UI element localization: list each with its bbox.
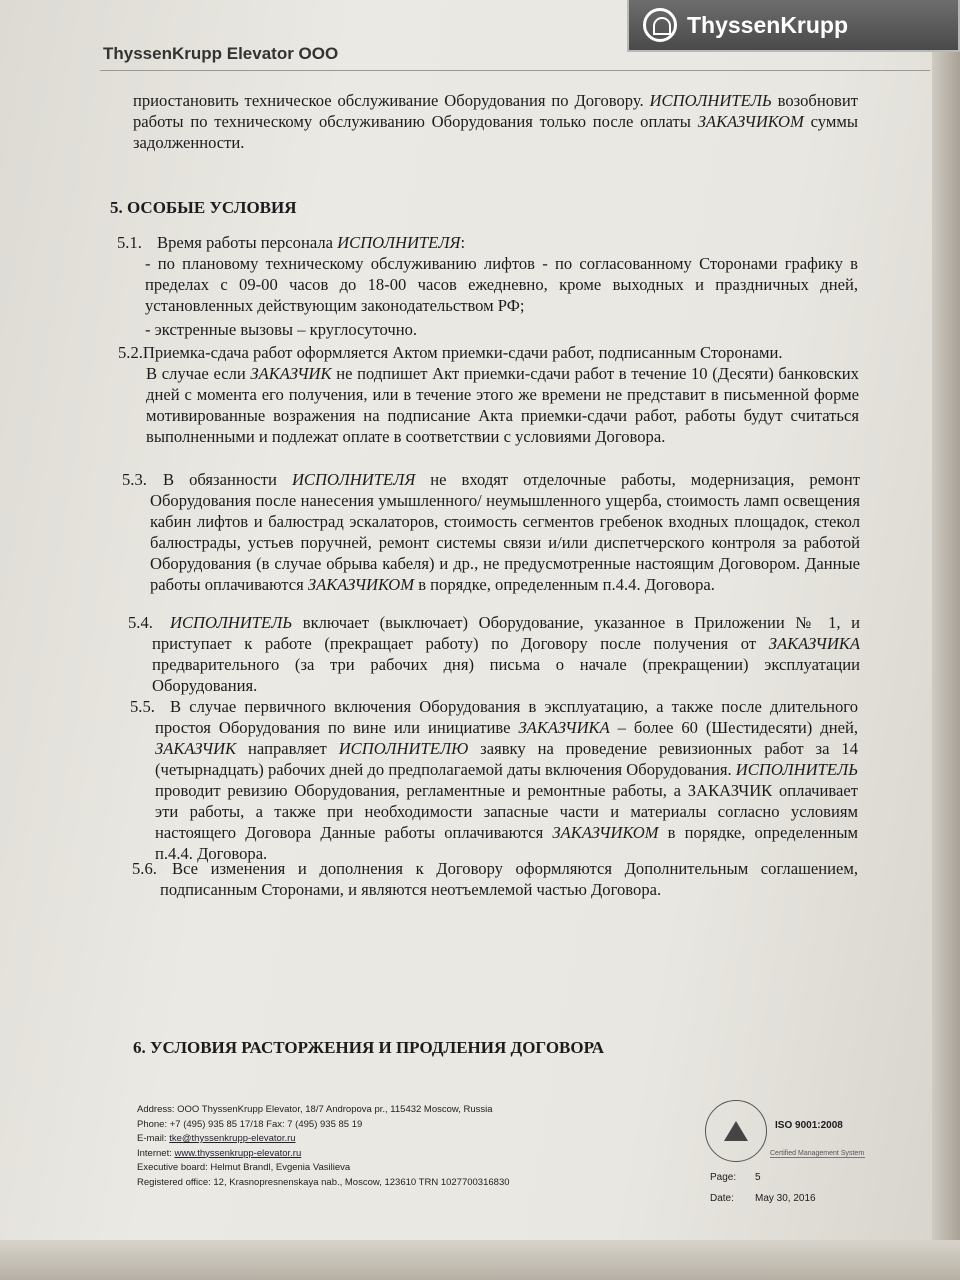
text: заявку на проведение ревизионных работ за 14 (четырнадцать) рабочих дней до предполагаемой даты включения Оборудования.	[155, 739, 858, 779]
brand-logo	[627, 0, 960, 52]
clause-5-6: Все изменения и дополнения к Договору оформляются Дополнительным соглашением, подписанным Сторонами, и являются неотъемлемой частью Договора.	[160, 859, 858, 899]
text-italic: ИСПОЛНИТЕЛЬ	[170, 613, 293, 632]
email-link[interactable]: tke@thyssenkrupp-elevator.ru	[169, 1133, 296, 1144]
label: Page:	[710, 1172, 737, 1183]
clause-5-3	[150, 469, 860, 595]
text: возобновит работы по техническому обслуживанию Оборудования только после оплаты	[133, 91, 858, 131]
clause-number: 5.4.	[128, 613, 153, 632]
tuv-triangle-icon	[724, 1121, 748, 1141]
text: предварительного (за три рабочих дня) письма о начале (прекращении) эксплуатации Оборудования.	[152, 655, 860, 695]
text-italic: ЗАКАЗЧИК	[250, 364, 332, 383]
company-name: ThyssenKrupp Elevator OOO	[103, 44, 339, 63]
text: в порядке, определенным п.4.4. Договора.	[155, 823, 858, 863]
clause-5-2	[146, 363, 859, 447]
clause-5-1-item: - по плановому техническому обслуживанию лифтов - по согласованному Сторонами графику в пределах с 09-00 часов до 18-00 часов ежедневно, кроме выходных и праздничных дней, установленных действующим законодательством РФ;	[145, 254, 858, 315]
text-italic: ИСПОЛНИТЕЛЯ	[291, 470, 416, 489]
text: В обязанности	[163, 470, 292, 489]
tuv-certification-seal	[705, 1100, 767, 1162]
logo-emblem-icon	[643, 8, 677, 42]
text-italic: ЗАКАЗЧИКОМ	[697, 112, 804, 131]
text: не подпишет Акт приемки-сдачи работ в течение 10 (Десяти) банковских дней с момента его получения, или в течение этого же времени не представит в письменной форме мотивированные возражения на подписание Акта приемки-сдачи работ, работы будут считаться выполненными и подлежат оплате в соответствии с условиями Договора.	[146, 364, 859, 446]
text: – более 60 (Шестидесяти) дней,	[609, 718, 858, 737]
footer-contacts	[137, 1103, 510, 1190]
iso-label: ISO 9001:2008	[775, 1120, 843, 1131]
background-surface	[0, 1240, 960, 1280]
text-italic: ИСПОЛНИТЕЛЮ	[338, 739, 469, 758]
footer-registered: Registered office: 12, Krasnopresnenskaya nab., Moscow, 123610 TRN 1027700316830	[137, 1176, 510, 1188]
cms-label: Certified Management System	[770, 1150, 865, 1157]
footer-email	[137, 1132, 510, 1147]
text: В случае первичного включения Оборудования в эксплуатацию, а также после длительного простоя Оборудования по вине или инициативе	[155, 697, 858, 737]
paragraph-continuation	[133, 90, 858, 153]
section-5-heading: 5. ОСОБЫЕ УСЛОВИЯ	[110, 198, 297, 217]
text-italic: ЗАКАЗЧИКА	[768, 634, 860, 653]
clause-5-4	[152, 612, 860, 696]
footer-phone: Phone: +7 (495) 935 85 17/18 Fax: 7 (495) 935 85 19	[137, 1118, 363, 1130]
value: 5	[755, 1172, 761, 1183]
text: суммы задолженности.	[133, 112, 859, 152]
clause-number: 5.1.	[117, 233, 142, 252]
clause-5-1	[157, 232, 857, 253]
text-italic: ЗАКАЗЧИКОМ	[552, 823, 659, 842]
text: в порядке, определенным п.4.4. Договора.	[414, 575, 715, 594]
text-italic: ИСПОЛНИТЕЛЬ	[735, 760, 858, 779]
document-date	[710, 1193, 816, 1204]
text-italic: ИСПОЛНИТЕЛЬ	[649, 91, 772, 110]
text: включает (выключает) Оборудование, указанное в Приложении № 1, и приступает к работе (прекращает работу) по Договору после получения от	[152, 613, 860, 653]
footer-address: Address: OOO ThyssenKrupp Elevator, 18/7 Andropova pr., 115432 Moscow, Russia	[137, 1104, 493, 1115]
text: проводит ревизию Оборудования, регламентные и ремонтные работы, а ЗАКАЗЧИК оплачивает эти работы, а также при необходимости запасные части и материалы согласно условиям настоящего Договора Данные работы оплачиваются	[155, 781, 858, 842]
clause-5-1-item: - экстренные вызовы – круглосуточно.	[145, 320, 418, 339]
label: E-mail:	[137, 1133, 170, 1144]
text-italic: ЗАКАЗЧИКА	[518, 718, 610, 737]
label: Date:	[710, 1193, 734, 1204]
section-6-heading: 6. УСЛОВИЯ РАСТОРЖЕНИЯ И ПРОДЛЕНИЯ ДОГОВОРА	[133, 1038, 605, 1057]
logo-text: ThyssenKrupp	[687, 11, 849, 38]
footer-internet	[137, 1147, 510, 1162]
label: Internet:	[137, 1147, 175, 1159]
clause-5-2-first-line: 5.2.Приемка-сдача работ оформляется Актом приемки-сдачи работ, подписанным Сторонами.	[118, 343, 783, 362]
website-link[interactable]: www.thyssenkrupp-elevator.ru	[174, 1147, 302, 1159]
clause-number: 5.6.	[132, 859, 157, 878]
text-italic: ЗАКАЗЧИКОМ	[307, 575, 415, 594]
clause-5-5	[155, 696, 858, 864]
clause-number: 5.5.	[130, 697, 155, 716]
text: В случае если	[146, 364, 251, 383]
paper-edge	[932, 0, 960, 1280]
text: приостановить техническое обслуживание Оборудования по Договору.	[133, 91, 650, 110]
text-italic: ИСПОЛНИТЕЛЯ	[337, 233, 461, 252]
clause-number: 5.3.	[122, 470, 147, 489]
text-italic: ЗАКАЗЧИК	[155, 739, 237, 758]
footer-board: Executive board: Helmut Brandl, Evgenia Vasilieva	[137, 1162, 351, 1173]
text: направляет	[236, 739, 339, 758]
text: не входят отделочные работы, модернизация, ремонт Оборудования после нанесения умышленного/ неумышленного ущерба, стоимость ламп освещения кабин лифтов и балюстрад эскалаторов, стоимость сегментов гребенок входных площадок, стекол балюстрады, устьев поручней, ремонт системы связи и/или диспетчерского контроля за работой Оборудования (в случае обрыва кабеля) и др., не предусмотренные настоящим Договором. Данные работы оплачиваются	[150, 470, 860, 594]
text: :	[460, 233, 466, 252]
value: May 30, 2016	[755, 1193, 816, 1204]
header-divider	[100, 70, 930, 71]
page-number	[710, 1172, 761, 1183]
text: Время работы персонала	[157, 233, 338, 252]
